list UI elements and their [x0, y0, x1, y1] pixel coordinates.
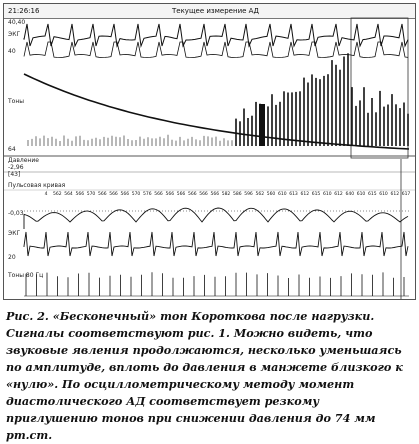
tick-label: 610	[278, 192, 287, 197]
ecg-unit-label: ЭКГ	[8, 31, 21, 38]
bottom-value-label: 64	[8, 146, 16, 153]
tick-label: 640	[345, 192, 355, 197]
pulse-value-label: -0,03	[8, 210, 24, 217]
tick-label: 613	[289, 192, 298, 197]
tick-label: 617	[401, 192, 411, 197]
ecg-bottom-trace	[24, 232, 408, 256]
figure-caption	[6, 308, 414, 444]
tone-dense-block	[259, 104, 265, 146]
tick-label: 566	[98, 192, 107, 197]
tones-freq-label: Тоны 80 Гц	[8, 272, 44, 279]
tick-label: 570	[86, 192, 96, 197]
caption-lead: Рис. 2. «Бесконечный» тон Короткова после нагрузки.	[6, 309, 375, 323]
tick-label: 566	[199, 192, 208, 197]
tick-label: 582	[221, 192, 231, 197]
tick-label: 615	[311, 192, 321, 197]
ecg-unit-label-lower: ЭКГ	[8, 230, 21, 237]
lower-header-value: -2,96	[8, 164, 24, 171]
tick-label: 610	[379, 192, 388, 197]
tick-label: 566	[120, 192, 130, 197]
tick-label: 566	[176, 192, 186, 197]
tick-label: 564	[64, 192, 73, 197]
tick-label: 612	[390, 192, 400, 197]
tick-label: 562	[53, 192, 62, 197]
window-title: Текущее измерение АД	[172, 7, 259, 15]
tick-label: 566	[75, 192, 85, 197]
tick-label: 576	[143, 192, 152, 197]
tick-label: 562	[255, 192, 265, 197]
pressure-label: Давление	[8, 157, 39, 164]
lower-header-sub: [43]	[8, 171, 21, 178]
tick-label: 566	[210, 192, 220, 197]
tick-label: 566	[188, 192, 197, 197]
tick-label: 566	[109, 192, 118, 197]
top-value-label: 40,40	[8, 19, 26, 26]
tick-label: 566	[154, 192, 163, 197]
ecg-top-trace-2	[24, 42, 408, 58]
tick-label: 566	[165, 192, 175, 197]
level-label-lower: 20	[8, 254, 16, 261]
tick-label: 560	[266, 192, 276, 197]
tick-label: 596	[244, 192, 253, 197]
tick-label: 612	[334, 192, 343, 197]
tones-label: Тоны	[8, 98, 24, 105]
window-time: 21:26:16	[8, 7, 40, 15]
pulse-wave-label: Пульсовая кривая	[8, 182, 66, 189]
level-label: 40	[8, 48, 16, 55]
tick-label: 610	[356, 192, 366, 197]
ecg-top-trace	[24, 24, 408, 46]
tick-label: 610	[323, 192, 332, 197]
signal-plot	[4, 4, 415, 299]
tick-label: 570	[131, 192, 141, 197]
recording-figure	[3, 3, 416, 300]
tick-label: 612	[300, 192, 310, 197]
tick-label: 615	[368, 192, 377, 197]
tick-label: 4	[44, 192, 48, 197]
caption-body: Сигналы соответствуют рис. 1. Можно видеть, что звуковые явления продолжаются, несколько уменьшаясь по амплитуде, вплоть до давления в манжете близкого к «нулю». По осциллометрическому методу момент диастолического АД соответствует резкому приглушению тонов при снижении давления до 74 мм рт.ст.	[6, 326, 403, 442]
tick-label: 586	[233, 192, 242, 197]
